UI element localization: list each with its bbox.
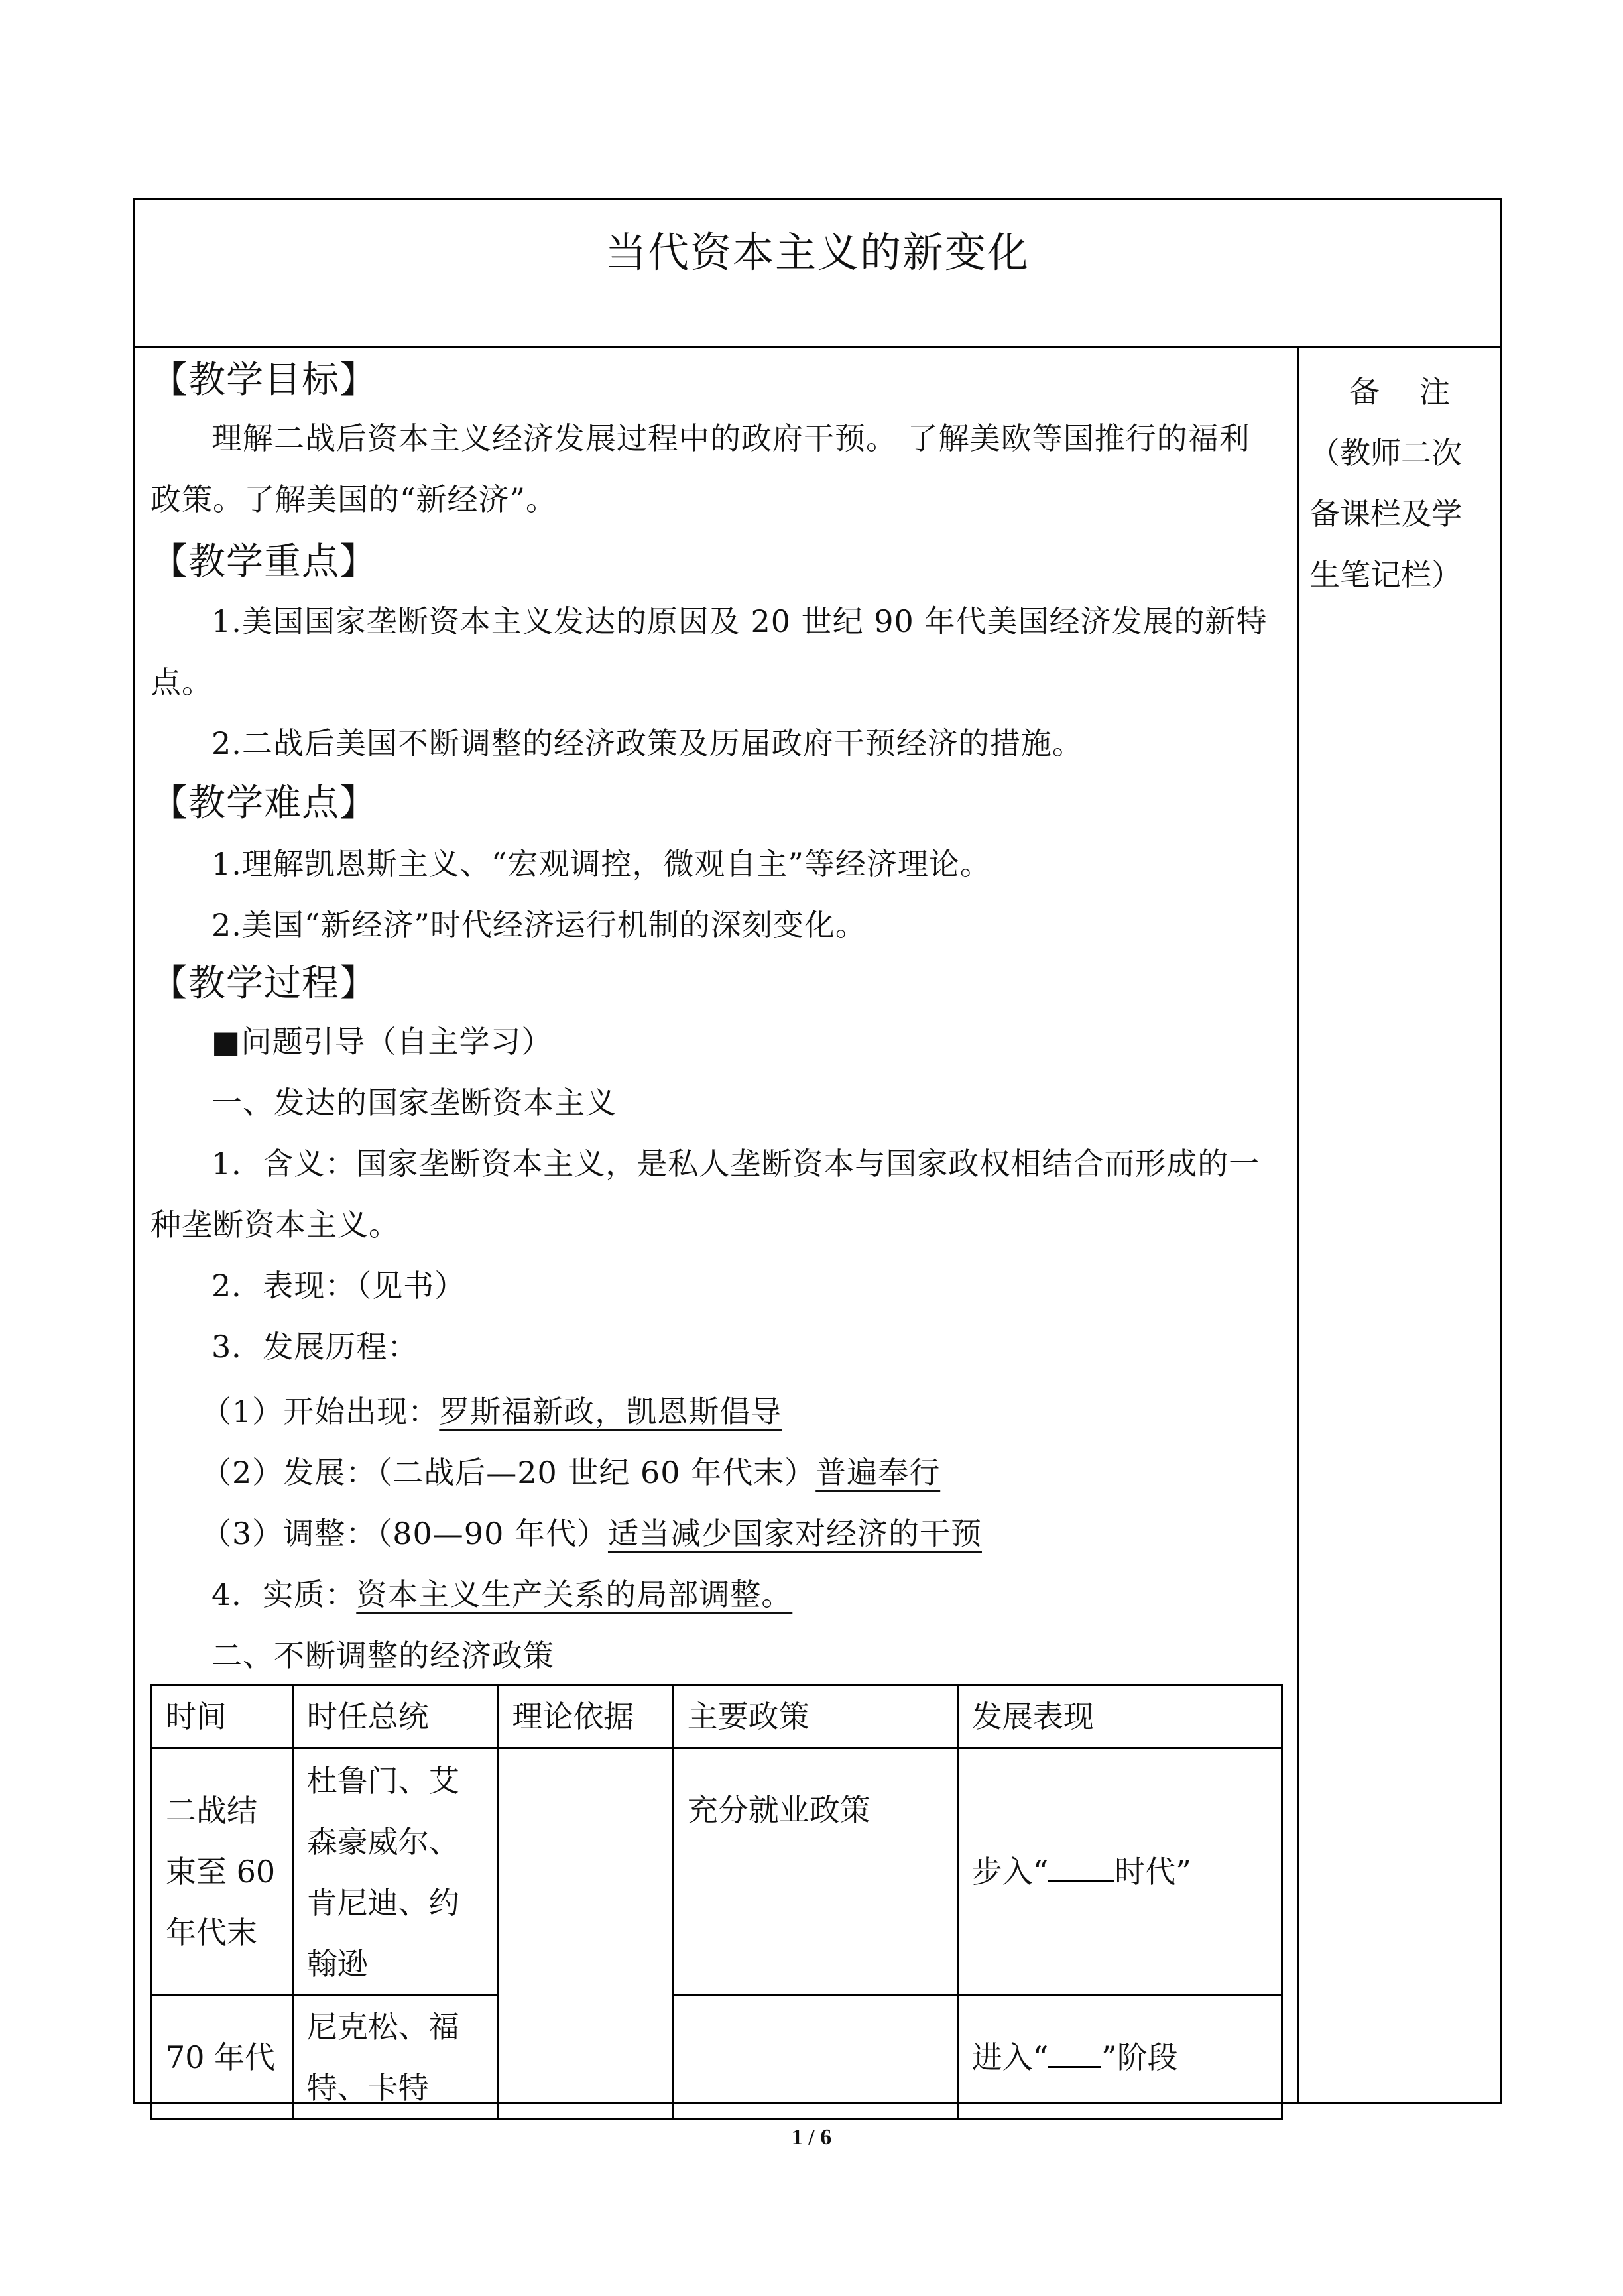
stage-1-answer: 罗斯福新政，凯恩斯倡导 bbox=[439, 1394, 782, 1429]
header-theory: 理论依据 bbox=[498, 1685, 674, 1748]
part1-heading: 一、发达的国家垄断资本主义 bbox=[211, 1085, 617, 1120]
main-content-column bbox=[135, 348, 1299, 2106]
objectives-heading: 【教学目标】 bbox=[150, 359, 377, 402]
row1-time: 二战结束至 60 年代末 bbox=[152, 1748, 293, 1996]
process-heading: 【教学过程】 bbox=[150, 962, 377, 1005]
stage-2-label: （2）发展：（二战后—20 世纪 60 年代末） bbox=[201, 1455, 816, 1490]
side-note-line: （教师二次 bbox=[1309, 435, 1462, 471]
essence-label: 4．实质： bbox=[211, 1577, 357, 1612]
side-note bbox=[1309, 361, 1495, 605]
side-note-heading: 备注 bbox=[1349, 374, 1490, 410]
difficulties-heading: 【教学难点】 bbox=[150, 782, 377, 825]
row2-presidents: 尼克松、福特、卡特 bbox=[292, 1996, 498, 2120]
essence-answer: 资本主义生产关系的局部调整。 bbox=[356, 1577, 793, 1612]
key-point-2: 2.二战后美国不断调整的经济政策及历届政府干预经济的措施。 bbox=[211, 725, 1083, 761]
guide-line: ■问题引导（自主学习） bbox=[211, 1024, 553, 1059]
header-president: 时任总统 bbox=[292, 1685, 498, 1748]
header-performance: 发展表现 bbox=[957, 1685, 1282, 1748]
row2-performance: 进入“ ”阶段 bbox=[957, 1996, 1282, 2120]
row1-performance: 步入“ 时代” bbox=[957, 1748, 1282, 1996]
notes-column bbox=[1299, 348, 1500, 2102]
header-policy: 主要政策 bbox=[673, 1685, 957, 1748]
title-row bbox=[135, 200, 1500, 348]
essence-item bbox=[211, 1571, 792, 1614]
table-row bbox=[152, 1996, 1282, 2120]
stage-3 bbox=[201, 1510, 982, 1553]
page-title: 当代资本主义的新变化 bbox=[605, 228, 1030, 276]
stage-2-answer: 普遍奉行 bbox=[815, 1455, 941, 1490]
difficulty-1: 1.理解凯恩斯主义、“宏观调控，微观自主”等经济理论。 bbox=[211, 846, 991, 882]
table-row bbox=[152, 1748, 1282, 1996]
header-time: 时间 bbox=[152, 1685, 293, 1748]
objectives-text: 理解二战后资本主义经济发展过程中的政府干预。 了解美欧等国推行的福利政策。了解美国的“新经济”。 bbox=[150, 420, 1250, 517]
table-header-row bbox=[152, 1685, 1282, 1748]
stage-3-label: （3）调整：（80—90 年代） bbox=[201, 1516, 608, 1551]
key-point-1: 1.美国国家垄断资本主义发达的原因及 20 世纪 90 年代美国经济发展的新特点。 bbox=[150, 603, 1268, 700]
manifestation-item: 2．表现：（见书） bbox=[211, 1268, 466, 1303]
difficulty-2: 2.美国“新经济”时代经济运行机制的深刻变化。 bbox=[211, 907, 867, 943]
fill-blank[interactable] bbox=[1048, 2035, 1101, 2068]
stage-1-label: （1）开始出现： bbox=[201, 1394, 440, 1429]
row1-policy: 充分就业政策 bbox=[673, 1748, 957, 1996]
development-item: 3．发展历程： bbox=[211, 1329, 419, 1364]
stage-3-answer: 适当减少国家对经济的干预 bbox=[607, 1516, 982, 1551]
page-number: 1 / 6 bbox=[791, 2125, 832, 2149]
theory-cell bbox=[498, 1748, 674, 2120]
meaning-item: 1．含义：国家垄断资本主义，是私人垄断资本与国家政权相结合而形成的一种垄断资本主义。 bbox=[150, 1146, 1260, 1242]
lesson-plan-frame bbox=[133, 198, 1502, 2104]
key-points-heading: 【教学重点】 bbox=[150, 540, 377, 583]
row2-time: 70 年代 bbox=[152, 1996, 293, 2120]
side-note-line: 生笔记栏） bbox=[1309, 557, 1462, 593]
stage-2 bbox=[201, 1449, 940, 1492]
row2-policy bbox=[673, 1996, 957, 2120]
fill-blank[interactable] bbox=[1048, 1850, 1114, 1882]
policy-table bbox=[150, 1684, 1283, 2120]
stage-1 bbox=[201, 1388, 782, 1431]
side-note-line: 备课栏及学 bbox=[1309, 496, 1462, 532]
part2-heading: 二、不断调整的经济政策 bbox=[211, 1638, 554, 1673]
row1-presidents: 杜鲁门、艾森豪威尔、肯尼迪、约翰逊 bbox=[292, 1748, 498, 1996]
